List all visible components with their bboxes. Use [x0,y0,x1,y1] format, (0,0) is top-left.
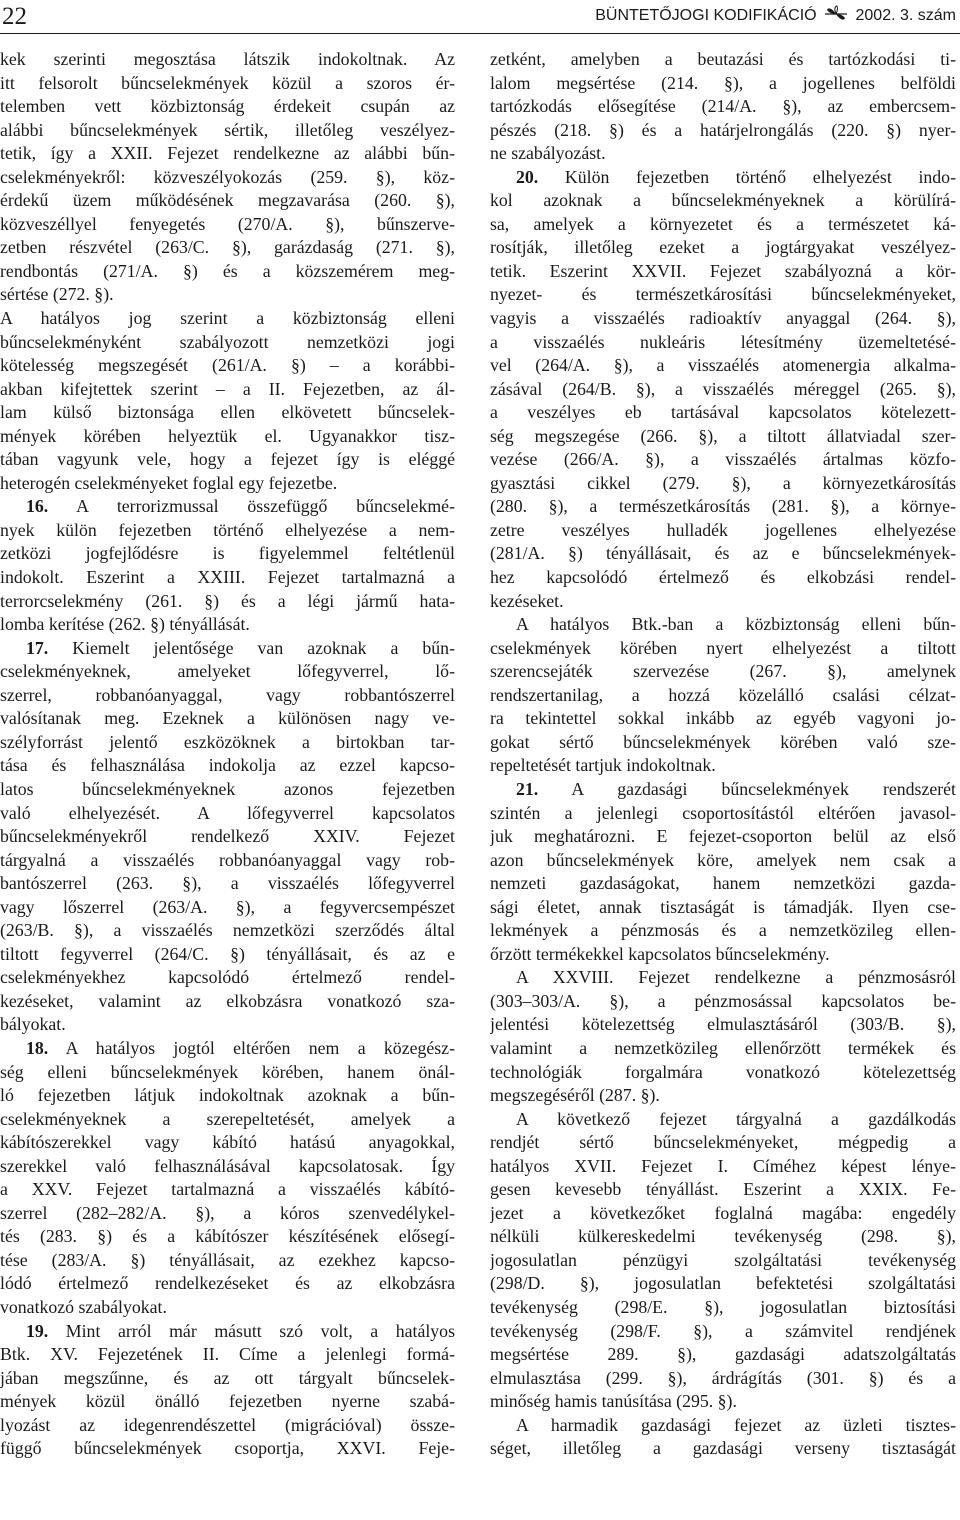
text-line [490,283,956,307]
line-text: cselekményekről: közveszélyokozás (259. §), köz- [0,166,455,187]
line-text: a XXV. Fejezet tartalmazná a visszaélés kábító- [0,1179,455,1200]
text-line [490,872,956,896]
text-line [490,990,956,1014]
text-line [0,1202,455,1226]
page-number: 22 [2,3,27,30]
line-text: rendbontás (271/A. §) és a közszemérem meg- [0,260,455,281]
text-line [490,1320,956,1344]
text-line [490,754,956,778]
text-line [0,448,455,472]
text-line [0,1131,455,1155]
text-line [0,590,455,614]
line-text: vonatkozó szabályokat. [0,1296,167,1317]
text-line [0,378,455,402]
text-line [0,189,455,213]
text-line [0,1084,455,1108]
section-number: 19. [26,1320,49,1341]
line-text: jelentési kötelezettség elmulasztásáról (303/B. §), [490,1014,956,1035]
text-line [490,943,956,967]
line-text: (303–303/A. §), a pénzmosással kapcsolatos be- [490,990,956,1011]
text-line [490,613,956,637]
line-text: A következő fejezet tárgyalná a gazdálkodás [516,1108,956,1129]
text-line [490,189,956,213]
text-line [490,72,956,96]
text-line [0,1225,455,1249]
text-line [0,896,455,920]
line-text: telemben vett közbiztonság érdekeit csupán az [0,96,455,117]
text-line [490,1249,956,1273]
line-text: ség megszegése (266. §), a tiltott állatviadal szer- [490,425,956,446]
text-line [0,849,455,873]
line-text: elmulasztása (299. §), árdrágítás (301. §) és a [490,1367,956,1388]
text-line [0,1061,455,1085]
text-line [490,1437,956,1461]
text-line [490,1296,956,1320]
line-text: (280. §), a természetkárosítás (281. §), a környe- [490,496,956,517]
text-line [490,307,956,331]
text-line [0,260,455,284]
line-text: zetre veszélyes hulladék jogellenes elhelyezése [490,519,956,540]
line-text: őrzött termékekkel kapcsolatos bűncselekmény. [490,943,830,964]
text-line [490,731,956,755]
text-line [0,213,455,237]
text-line [490,1202,956,1226]
line-text: nyek külön fejezetben történő elhelyezése a nem- [0,519,455,540]
text-line [490,519,956,543]
text-line [490,707,956,731]
text-line [0,495,455,519]
text-line [0,943,455,967]
text-line [0,566,455,590]
text-line [0,684,455,708]
line-text: pészés (218. §) és a határjelrongálás (220. §) nyer- [490,119,956,140]
line-text: a visszaélés nukleáris létesítmény üzemeltetésé- [490,331,956,352]
text-line [0,236,455,260]
section-number: 17. [26,637,49,658]
text-line [490,660,956,684]
line-text: rendszertanilag, a hozzá közelálló csalási célzat- [490,684,956,705]
line-text: repeltetését tartjuk indokoltnak. [490,755,716,776]
text-line [490,1414,956,1438]
header-rule [0,33,960,34]
text-line [490,331,956,355]
line-text: azon bűncselekmények köre, amelyek nem csak a [490,849,956,870]
text-line [490,919,956,943]
line-text: A hatályos jog szerint a közbiztonság elleni [0,308,455,329]
text-line [0,754,455,778]
text-line [490,401,956,425]
text-line [490,495,956,519]
running-head [595,4,956,28]
text-line [490,1108,956,1132]
line-text: lódó értelmező rendelkezéseket és az elkobzásra [0,1273,455,1294]
text-line [490,95,956,119]
line-text: mények körében helyeztük el. Ugyanakkor tisz- [0,425,455,446]
text-line [0,283,455,307]
text-line [0,825,455,849]
text-line [490,802,956,826]
line-text: jogosulatlan pénzügyi szolgáltatási tevékenység [490,1249,956,1270]
line-text: tása és felhasználása indokolja az ezzel kapcso- [0,755,455,776]
text-line [0,166,455,190]
line-text: tában vagyunk vele, hogy a fejezet így is eléggé [0,449,455,470]
line-text: tárgyalná a visszaélés robbanóanyaggal vagy rob- [0,849,455,870]
text-line [490,1225,956,1249]
line-text: közveszéllyel fenyegetés (270/A. §), bűnszerve- [0,213,455,234]
line-text: akban kifejtettek szerint – a II. Fejezetben, az ál- [0,378,455,399]
text-line [490,637,956,661]
line-text: A harmadik gazdasági fejezet az üzleti tisztes- [516,1414,956,1435]
line-text: A XXVIII. Fejezet rendelkezne a pénzmosásról [516,967,956,988]
text-line [0,731,455,755]
text-line [0,401,455,425]
line-text: lyozást az idegenrendészettel (migrációval) össze- [0,1414,455,1435]
line-text: kábítószerekkel vagy kábító hatású anyagokkal, [0,1132,455,1153]
line-text: mények közül önálló fejezetben nyerne szabá- [0,1391,455,1412]
line-text: bűncselekményekről rendelkező XXIV. Fejezet [0,826,455,847]
line-text: bűncselekményként szabályozott nemzetközi jogi [0,331,455,352]
line-text: ség elleni bűncselekmények körében, hanem önál- [0,1061,455,1082]
line-text: kek szerinti megosztása látszik indokoltnak. Az [0,49,455,69]
line-text: hatályos XVII. Fejezet I. Címéhez képest lénye- [490,1155,956,1176]
line-text: alábbi bűncselekmények sértik, illetőleg veszélyez- [0,119,455,140]
line-text: nélküli külkereskedelmi tevékenység (298. §), [490,1226,956,1247]
line-text: szélyforrást jelentő eszközöknek a birtokban tar- [0,731,455,752]
line-text: tartózkodás elősegítése (214/A. §), az embercsem- [490,96,956,117]
line-text: cselekményeknek a szerepeltetését, amelyek a [0,1108,455,1129]
line-text: jában megszűnne, és az ott tárgyalt bűncselek- [0,1367,455,1388]
line-text: ne szabályozást. [490,143,606,164]
line-text: gyasztási cikkel (279. §), a környezetkárosítás [490,472,956,493]
line-text: cselekményeknek, amelyeket lőfegyverrel, lő- [0,661,455,682]
line-text: A gazdasági bűncselekmények rendszerét [538,778,956,799]
text-line [490,566,956,590]
line-text: lam külső biztonsága ellen elkövetett bűncselek- [0,402,455,423]
text-line [490,1367,956,1391]
line-text: Mint arról már másutt szó volt, a hatályos [48,1320,455,1341]
text-line [0,95,455,119]
text-line [490,260,956,284]
line-text: gesen kevesebb tényállást. Eszerint a XXIX. Fe- [490,1179,956,1200]
line-text: kezéseket. [490,590,564,611]
line-text: tetik. Eszerint XXVII. Fejezet szabályozná a kör- [490,260,956,281]
text-line [490,1343,956,1367]
line-text: tése (283/A. §) tényállásait, az ezekhez kapcso- [0,1249,455,1270]
text-line [0,919,455,943]
text-line [0,425,455,449]
line-text: sértése (272. §). [0,284,114,305]
line-text: rendjét sértő bűncselekményeket, mégpedig a [490,1132,956,1153]
line-text: vezése (266/A. §), a visszaélés ártalmas közfo- [490,449,956,470]
line-text: (298/D. §), jogosulatlan befektetési szolgáltatási [490,1273,956,1294]
section-number: 21. [516,778,539,799]
text-line [490,849,956,873]
line-text: Btk. XV. Fejezetének II. Címe a jelenlegi formá- [0,1344,455,1365]
line-text: cselekményekhez kapcsolódó értelmező rendel- [0,967,455,988]
text-line [0,637,455,661]
text-line [490,48,956,72]
line-text: tiltott fegyverrel (264/C. §) tényállásait, és az e [0,943,455,964]
line-text: érdekű üzem működésének megzavarása (260. §), [0,190,455,211]
text-line [490,590,956,614]
line-text: szerrel, robbanóanyaggal, vagy robbantószerrel [0,684,455,705]
section-number: 16. [26,496,49,517]
line-text: vagyis a visszaélés radioaktív anyaggal (264. §), [490,308,956,329]
leaf-ornament-icon [823,5,849,23]
text-line [0,802,455,826]
text-line [0,1108,455,1132]
text-line [490,1013,956,1037]
line-text: gokat sértő bűncselekmények körében való sze- [490,731,956,752]
issue-label: 2002. 3. szám [855,7,956,24]
text-line [0,331,455,355]
line-text: bályokat. [0,1014,66,1035]
text-line [490,448,956,472]
section-number: 20. [516,166,539,187]
line-text: ló fejezetben látjuk indokoltnak azoknak a bűn- [0,1085,455,1106]
line-text: zetként, amelyben a beutazási és tartózkodási ti- [490,49,956,69]
line-text: kol azoknak a bűncselekményeknek a körülírá- [490,190,956,211]
line-text: terrorcselekmény (261. §) és a légi jármű hata- [0,590,455,611]
line-text: való elhelyezését. A lőfegyverrel kapcsolatos [0,802,455,823]
text-line [0,990,455,1014]
line-text: vel (264/A. §), a visszaélés atomenergia alkalma- [490,355,956,376]
text-line [490,778,956,802]
line-text: heterogén cselekményeket foglal egy fejezetbe. [0,472,338,493]
text-line [490,236,956,260]
text-line [0,1343,455,1367]
text-line [0,1178,455,1202]
text-line [490,472,956,496]
text-line [490,825,956,849]
line-text: A hatályos Btk.-ban a közbiztonság elleni bűn- [516,614,956,635]
section-number: 18. [26,1037,49,1058]
text-line [0,1155,455,1179]
line-text: sági életet, annak tisztaságát is támadják. Ilyen cse- [490,896,956,917]
text-line [0,542,455,566]
line-text: hez kapcsolódó értelmező és elkobzási rendel- [490,567,956,588]
line-text: tevékenység (298/F. §), a számvitel rendjének [490,1320,956,1341]
line-text: sa, amelyek a környezetet és a természetet ká- [490,213,956,234]
journal-title: BÜNTETŐJOGI KODIFIKÁCIÓ [595,7,817,24]
text-line [0,1320,455,1344]
line-text: szintén a jelenlegi csoportosítástól eltérően javasol- [490,802,956,823]
line-text: a veszélyes eb tartásával kapcsolatos kötelezett- [490,402,956,423]
text-line [490,966,956,990]
line-text: megsértése 289. §), gazdasági adatszolgáltatás [490,1344,956,1365]
line-text: kötelesség megszegését (261/A. §) – a korábbi- [0,355,455,376]
text-line [490,1131,956,1155]
text-line [490,378,956,402]
text-line [490,1390,956,1414]
line-text: nyezet- és természetkárosítási bűncselekményeket, [490,284,956,305]
text-line [490,166,956,190]
text-line [0,966,455,990]
left-column [0,48,455,1461]
line-text: zásával (264/B. §), a visszaélés méreggel (265. §), [490,378,956,399]
text-line [490,684,956,708]
text-line [0,142,455,166]
line-text: szerencsejáték szervezése (267. §), amelynek [490,661,956,682]
line-text: A hatályos jogtól eltérően nem a közegész- [48,1037,455,1058]
line-text: bantószerrel (263. §), a visszaélés lőfegyverrel [0,873,455,894]
line-text: Külön fejezetben történő elhelyezést indo- [538,166,956,187]
text-line [0,1367,455,1391]
line-text: jezet a következőket foglalná magába: engedély [490,1202,956,1223]
line-text: technológiák forgalmára vonatkozó kötelezettség [490,1061,956,1082]
line-text: tés (283. §) és a kábítószer készítésének elősegí- [0,1226,455,1247]
text-line [0,48,455,72]
text-line [0,660,455,684]
line-text: zetben részvétel (263/C. §), garázdaság (271. §), [0,237,455,258]
line-text: juk meghatározni. E fejezet-csoporton belül az első [490,826,956,847]
line-text: séget, illetőleg a gazdasági verseny tisztaságát [490,1438,956,1459]
line-text: itt felsorolt bűncselekmények közül a szoros ér- [0,72,455,93]
text-line [0,613,455,637]
text-line [0,119,455,143]
line-text: kezéseket, valamint az elkobzásra vonatkozó sza- [0,990,455,1011]
text-line [490,1084,956,1108]
text-line [490,1155,956,1179]
text-line [0,707,455,731]
line-text: zetközi jogfejlődésre is figyelemmel feltétlenül [0,543,455,564]
text-line [0,1296,455,1320]
line-text: (263/B. §), a visszaélés nemzetközi szerződés által [0,920,455,941]
text-line [490,425,956,449]
text-line [490,213,956,237]
text-line [0,72,455,96]
text-line [0,778,455,802]
text-line [0,1390,455,1414]
line-text: lalom megsértése (214. §), a jogellenes belföldi [490,72,956,93]
line-text: megszegéséről (287. §). [490,1085,660,1106]
text-line [490,1178,956,1202]
line-text: szerekkel való felhasználásával kapcsolatosak. Így [0,1155,455,1176]
text-line [0,472,455,496]
line-text: vagy lőszerrel (263/A. §), a fegyvercsempészet [0,896,455,917]
text-line [0,1037,455,1061]
text-line [0,307,455,331]
text-line [490,119,956,143]
text-line [490,354,956,378]
line-text: Kiemelt jelentősége van azoknak a bűn- [48,637,455,658]
text-line [0,1414,455,1438]
line-text: függő bűncselekmények csoportja, XXVI. Feje- [0,1438,455,1459]
text-line [0,354,455,378]
text-line [0,1272,455,1296]
right-column [490,48,956,1461]
line-text: tevékenység (298/E. §), jogosulatlan biztosítási [490,1296,956,1317]
line-text: ra tekintettel sokkal inkább az egyéb vagyoni jo- [490,708,956,729]
line-text: lekmények a pénzmosás és a nemzetközileg ellen- [490,920,956,941]
line-text: indokolt. Eszerint a XXIII. Fejezet tartalmazná a [0,567,455,588]
text-line [0,1249,455,1273]
line-text: valamint a nemzetközileg ellenőrzött termékek és [490,1037,956,1058]
line-text: rosítják, illetőleg ezeket a jogtárgyakat veszélyez- [490,237,956,258]
line-text: szerrel (282–282/A. §), a kóros szenvedélykel- [0,1202,455,1223]
text-line [490,1272,956,1296]
line-text: lomba kerítése (262. §) tényállását. [0,614,250,635]
text-line [490,1061,956,1085]
page-header [0,0,960,34]
text-line [0,1013,455,1037]
text-line [490,1037,956,1061]
line-text: latos bűncselekményeknek azonos fejezetben [0,778,455,799]
line-text: cselekmények körében nyert elhelyezést a tiltott [490,637,956,658]
line-text: tetik, így a XXII. Fejezet rendelkezne az alábbi bűn- [0,143,455,164]
text-line [490,542,956,566]
text-line [0,872,455,896]
line-text: valósítanak meg. Ezeknek a különösen nagy ve- [0,708,455,729]
text-line [490,142,956,166]
line-text: nemzeti gazdaságokat, hanem nemzetközi gazda- [490,873,956,894]
line-text: A terrorizmussal összefüggő bűncselekmé- [48,496,455,517]
text-line [0,519,455,543]
text-line [0,1437,455,1461]
text-line [490,896,956,920]
line-text: (281/A. §) tényállásait, és az e bűncselekmények- [490,543,956,564]
line-text: minőség hamis tanúsítása (295. §). [490,1391,737,1412]
